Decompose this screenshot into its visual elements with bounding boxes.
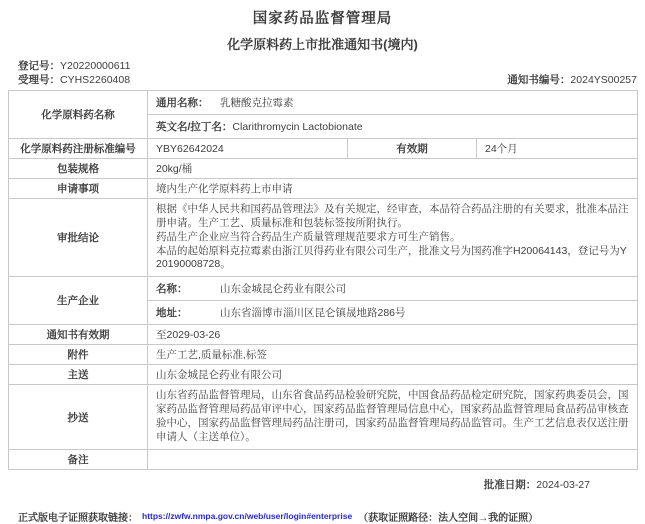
main-recipient-label: 主送 (9, 365, 148, 385)
remarks-value (148, 449, 638, 469)
table-row (9, 179, 638, 199)
generic-name-label: 通用名称： (156, 97, 209, 109)
manufacturer-address-value: 山东省淄博市淄川区昆仑镇晟地路286号 (220, 307, 406, 320)
approval-table (8, 90, 638, 470)
conclusion-line-1: 根据《中华人民共和国药品管理法》及有关规定，经审查，本品符合药品注册的有关要求，批准本品注册申请。生产工艺、质量标准和包装标签按所附执行。 (156, 203, 629, 229)
main-recipient-value: 山东金城昆仑药业有限公司 (148, 365, 638, 385)
manufacturer-name-cell (148, 277, 638, 301)
package-spec-label: 包装规格 (9, 159, 148, 179)
table-row (9, 325, 638, 345)
registration-number-label: 登记号： (18, 60, 60, 72)
acceptance-number-label: 受理号： (18, 74, 60, 86)
manufacturer-address-cell (148, 301, 638, 325)
approval-conclusion-cell (148, 199, 638, 277)
manufacturer-name-label: 名称： (156, 283, 188, 296)
notice-validity-label: 通知书有效期 (9, 325, 148, 345)
table-row (9, 159, 638, 179)
registration-number-value: Y20220000611 (60, 60, 131, 72)
meta-left (18, 59, 130, 87)
table-row (9, 277, 638, 301)
application-item-label: 申请事项 (9, 179, 148, 199)
remarks-label: 备注 (9, 449, 148, 469)
english-name-cell (148, 115, 638, 139)
cert-path-note: （获取证照路径：法人空间→我的证照） (358, 512, 539, 524)
footer (18, 509, 645, 524)
manufacturer-name-value: 山东金城昆仑药业有限公司 (220, 283, 346, 296)
approval-date-value: 2024-03-27 (536, 478, 590, 491)
application-item-value: 境内生产化学原料药上市申请 (148, 179, 638, 199)
cert-link[interactable]: https://zwfw.nmpa.gov.cn/web/user/login#enterprise (142, 511, 353, 522)
package-spec-value: 20kg/桶 (148, 159, 638, 179)
table-row (9, 199, 638, 277)
table-row (9, 91, 638, 115)
cc-label: 抄送 (9, 385, 148, 449)
notice-number-line (507, 73, 637, 87)
acceptance-number-value: CYHS2260408 (60, 74, 131, 86)
approval-date-label: 批准日期： (483, 478, 537, 491)
drug-name-label: 化学原料药名称 (9, 91, 148, 139)
document-title: 化学原料药上市批准通知书(境内) (227, 37, 418, 52)
org-title: 国家药品监督管理局 (252, 11, 393, 27)
validity-label: 有效期 (348, 139, 477, 159)
acceptance-number-line (18, 73, 130, 87)
table-row (9, 345, 638, 365)
standard-number-value: YBY62642024 (148, 139, 348, 159)
notice-number-label: 通知书编号： (507, 74, 571, 86)
cert-link-label: 正式版电子证照获取链接： (18, 512, 138, 524)
generic-name-cell (148, 91, 638, 115)
standard-number-label: 化学原料药注册标准编号 (9, 139, 148, 159)
table-row (9, 365, 638, 385)
manufacturer-label: 生产企业 (9, 277, 148, 325)
english-name-label: 英文名/拉丁名： (156, 121, 233, 133)
registration-number-line (18, 59, 130, 73)
manufacturer-address-label: 地址： (156, 307, 188, 320)
cc-value: 山东省药品监督管理局，山东省食品药品检验研究院，中国食品药品检定研究院，国家药典委员会，国家药品监督管理局药品审评中心，国家药品监督管理局信息中心，国家药品监督管理局食品药品审核查验中心，国家药品监督管理局药品注册司，国家药品监督管理局药品监管司。生产工艺信息表仅送注册申请人（主送单位）。 (148, 385, 638, 449)
attachments-label: 附件 (9, 345, 148, 365)
english-name-value: Clarithromycin Lactobionate (232, 120, 363, 133)
table-row (9, 449, 638, 469)
table-row (9, 385, 638, 449)
attachments-value: 生产工艺,质量标准,标签 (148, 345, 638, 365)
notice-number-value: 2024YS00257 (570, 74, 637, 86)
approval-conclusion-label: 审批结论 (9, 199, 148, 277)
table-row (9, 139, 638, 159)
notice-validity-value: 至2029-03-26 (148, 325, 638, 345)
conclusion-line-3: 本品的起始原料克拉霉素由浙江贝得药业有限公司生产，批准文号为国药准字H20064143，登记号为Y20190008728。 (156, 244, 627, 271)
validity-value: 24个月 (477, 139, 638, 159)
document-header (0, 0, 645, 53)
meta-block (8, 59, 637, 87)
approval-date-line (0, 477, 590, 492)
conclusion-line-2: 药品生产企业应当符合药品生产质量管理规范要求方可生产销售。 (156, 230, 461, 243)
generic-name-value: 乳糖酸克拉霉素 (220, 97, 294, 109)
